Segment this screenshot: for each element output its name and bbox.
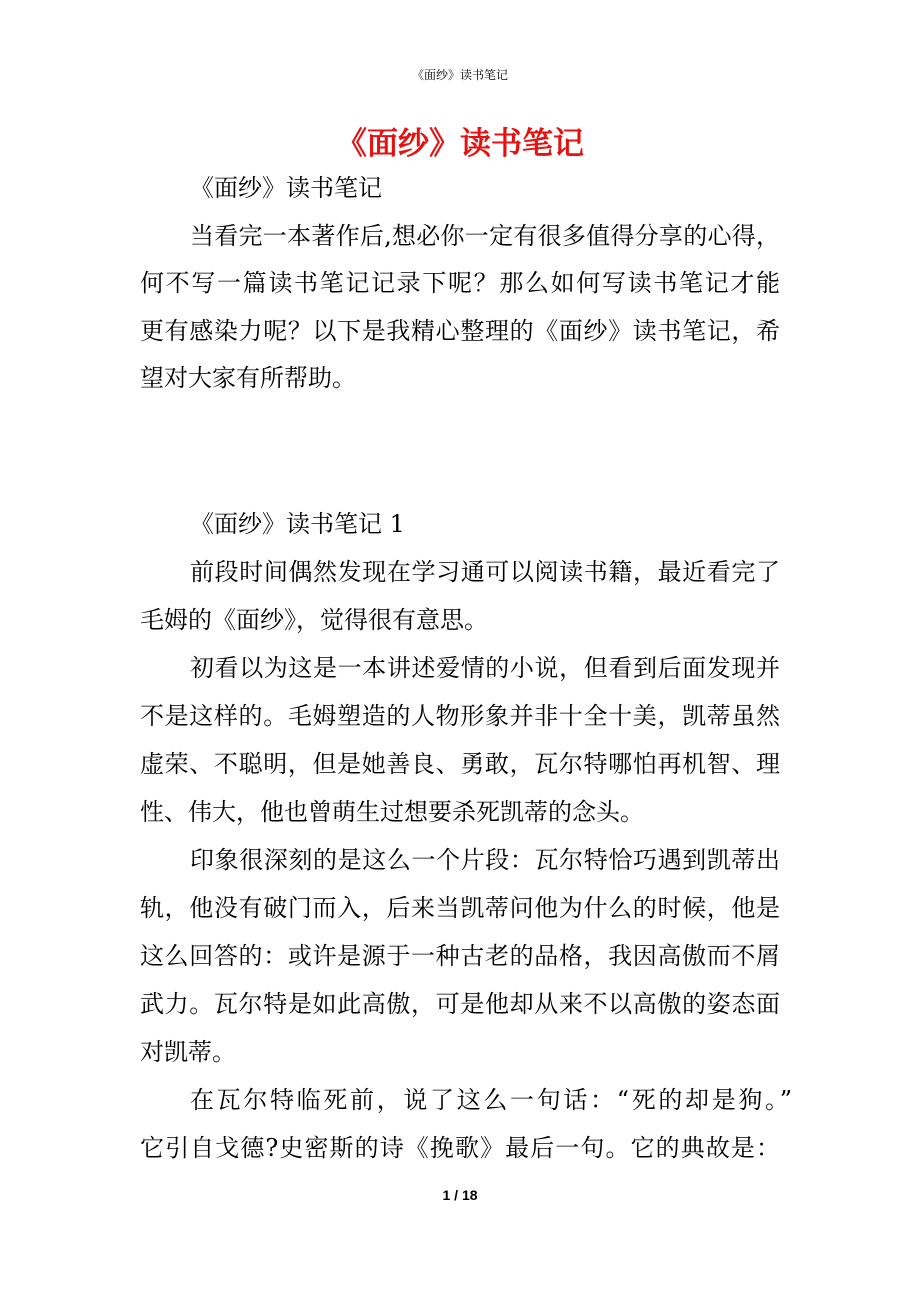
paragraph-line: 虚荣、不聪明，但是她善良、勇敢，瓦尔特哪怕再机智、理	[140, 750, 780, 778]
paragraph-line: 何不写一篇读书笔记记录下呢？那么如何写读书笔记才能	[140, 269, 780, 297]
document-title: 《面纱》读书笔记	[336, 126, 584, 162]
subtitle: 《面纱》读书笔记	[190, 174, 382, 202]
paragraph-line: 武力。瓦尔特是如此高傲，可是他却从来不以高傲的姿态面	[140, 990, 780, 1018]
paragraph-line: 当看完一本著作后,想必你一定有很多值得分享的心得，	[190, 222, 780, 250]
paragraph-line: 前段时间偶然发现在学习通可以阅读书籍，最近看完了	[190, 558, 780, 586]
paragraph-line: 印象很深刻的是这么一个片段：瓦尔特恰巧遇到凯蒂出	[190, 846, 780, 874]
paragraph-line: 这么回答的：或许是源于一种古老的品格，我因高傲而不屑	[140, 942, 780, 970]
page-number: 1 / 18	[442, 1187, 478, 1203]
paragraph-line: 在瓦尔特临死前，说了这么一句话：“死的却是狗。”	[190, 1086, 792, 1114]
paragraph-line: 轨，他没有破门而入，后来当凯蒂问他为什么的时候，他是	[140, 894, 780, 922]
paragraph-line: 不是这样的。毛姆塑造的人物形象并非十全十美，凯蒂虽然	[140, 702, 780, 730]
paragraph-line: 更有感染力呢？以下是我精心整理的《面纱》读书笔记，希	[140, 317, 780, 345]
page-header: 《面纱》读书笔记	[411, 68, 508, 82]
paragraph-line: 望对大家有所帮助。	[140, 364, 356, 392]
paragraph-line: 性、伟大，他也曾萌生过想要杀死凯蒂的念头。	[140, 798, 644, 826]
paragraph-line: 毛姆的《面纱》，觉得很有意思。	[140, 606, 488, 634]
paragraph-line: 初看以为这是一本讲述爱情的小说，但看到后面发现并	[190, 654, 780, 682]
section-heading: 《面纱》读书笔记 1	[190, 510, 405, 538]
paragraph-line: 对凯蒂。	[140, 1038, 236, 1066]
paragraph-line: 它引自戈德?史密斯的诗《挽歌》最后一句。它的典故是：	[140, 1134, 780, 1162]
